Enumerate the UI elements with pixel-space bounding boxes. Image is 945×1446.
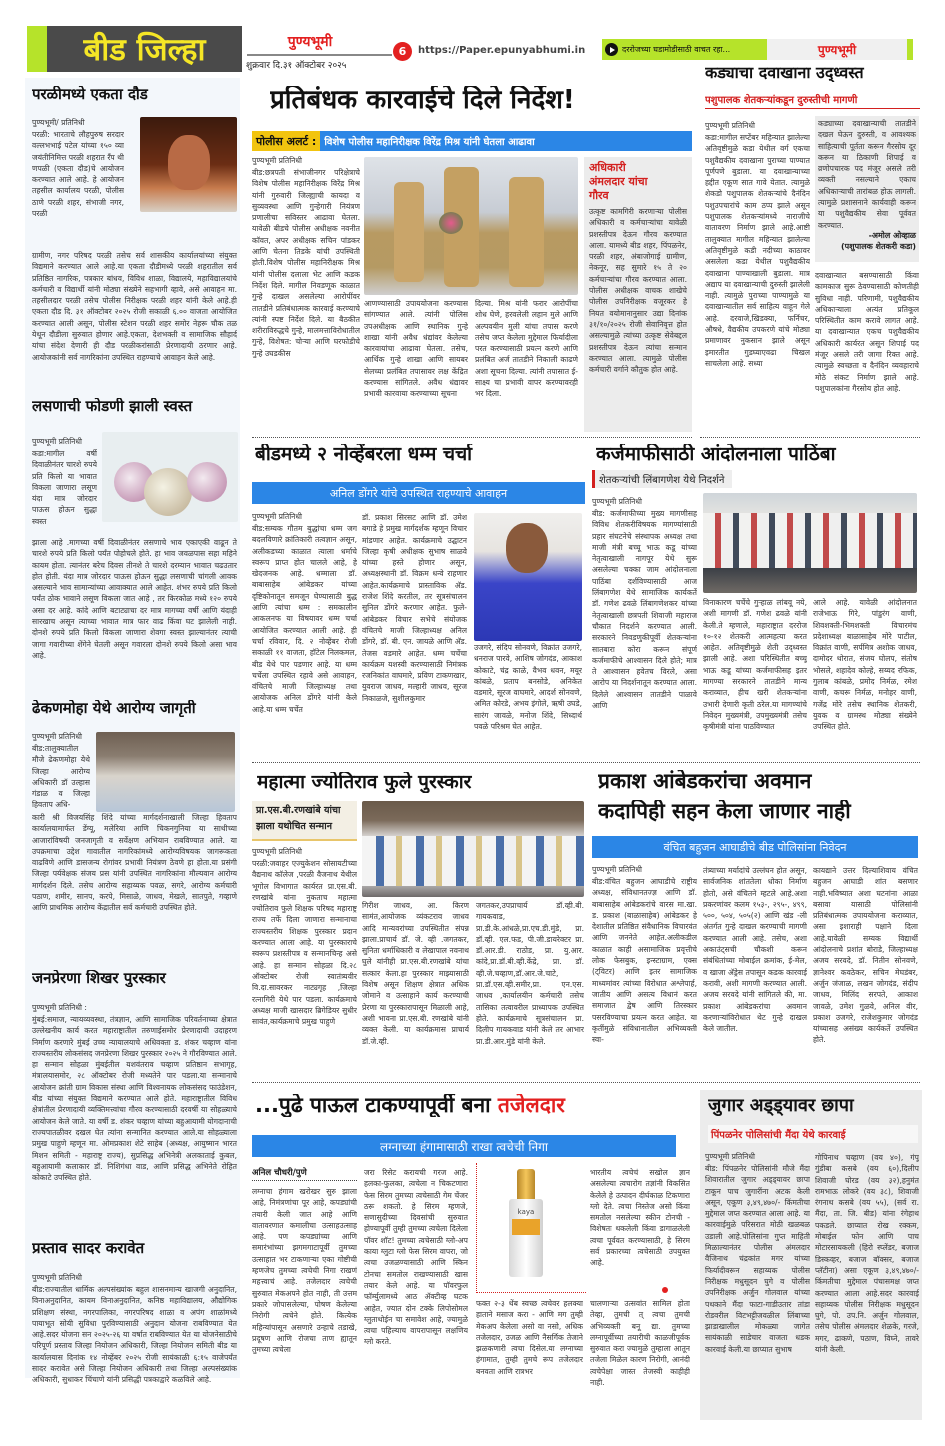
parli-byline: पुण्यभूमी/ प्रतिनिधी xyxy=(32,118,85,127)
dhamma-byline: पुण्यभूमी प्रतिनिधी xyxy=(252,512,303,521)
divider-mid xyxy=(252,762,920,763)
tajeldar-headline-prefix: ...पुढे पाऊल टाकण्यापूर्वी बना xyxy=(255,1094,491,1117)
jugar-subhead: पिंपळनेर पोलिसांची मैंदा येथे कारवाई xyxy=(708,1125,918,1143)
jugar-col1: बीड: पिंपळनेर पोलिसांनी मौजे मैंदा शिवारातील जुगार अड्ड्यावर छापा टाकून पाच जुगारींना अटक केली असून, एकूण ३,४९,४७०/- किंमतीचा मुद्देमाल जप्त करण्यात आला आहे. या कारवाईमुळे परिसरात मोठी खळबळ उडाली आहे.पोलिसांना गुप्त माहिती मिळाल्यानंतर पोलीस अंमलदार वैजिनाथ चंद्रकांत मगर यांच्या फिर्यादीवरून सहाय्यक पोलीस निरीक्षक मधुसूदन घुगे व पोलीस उपनिरीक्षक अर्जुन गोलवाल यांच्या पथकाने मैंदा फाटा-गाडीउतार तांडा रोडवरील विटभट्टीजवळील लिंबाच्या झाडाखालील मोकळ्या जागेत सायंकाळी साडेचार वाजता धडक कारवाई केली.या छाप्यात सुभाष xyxy=(705,1164,810,1354)
logo-box xyxy=(767,39,907,60)
patel-photo xyxy=(140,117,237,212)
serum-brand: kaya xyxy=(517,1208,535,1216)
lead-headline: प्रतिबंधक कारवाईचे दिले निर्देश! xyxy=(270,86,575,115)
phule-col3: जगतकर,उपप्राचार्य डॉ.व्ही.बी. गायकवाड, प्रा.डी.के.आंधळे,प्रा.एच.डी.मुंडे, प्रा. डॉ.व्ही. एल.फड, पी.जी.डायरेक्टर प्रा. डॉ.आर.डी. राठोड, प्रा. यु.आर. कांदे,प्रा.डॉ.बी.व्ही.केंद्रे, प्रा. डॉ. व्ही.जे.चव्हाण,डॉ.आर.जे.चाटे, प्रा.डॉ.एस.व्ही.समीर,प्रा. एन.एस. जाधव ,कार्यालयीन कर्मचारी तसेच तासिका तत्वावरील प्राध्यापक उपस्थित होते. कार्यक्रमाचे सूत्रसंचालन प्रा. दिलीप गायकवाड यांनी केले तर आभार प्रा.डी.आर.मुंडे यांनी केले. xyxy=(476,901,584,1046)
ambedkar-col1: बीड:वंचित बहुजन आघाडीचे राष्ट्रीय अध्यक्ष, संविधानतज्ज्ञ आणि डॉ. बाबासाहेब आंबेडकरांचे वारस मा.खा. ड. प्रकाश (बाळासाहेब) आंबेडकर हे देशातील प्रतिष्ठित संवैधानिक विचारवंत आणि जननेते आहेत.अलीकडील काळात काही असामाजिक प्रवृत्तीचे लोक फेसबुक, इन्स्टाग्राम, एक्स (ट्विटर) आणि इतर सामाजिक माध्यमांवर त्यांच्या विरोधात अश्लेपार्ह, जातीय आणि असत्य विधानं करत समाजात द्वेष आणि तिरस्कार पसरविण्याचा प्रयत्न करत आहेत. या कृतींमुळे संविधानातील अभिव्यक्ती स्वा- xyxy=(592,877,697,1045)
award-photo xyxy=(362,801,584,897)
kada-quote-box xyxy=(815,116,919,262)
tajeldar-subhead-text: लग्नाच्या हंगामासाठी राखा त्वचेची निगा xyxy=(380,1139,548,1154)
tajeldar-col4-top: भारतीय त्वचेचं सखोल ज्ञान असलेल्या त्वचारोग तज्ञांनी विकसित केलेले हे उत्पादन दीर्घकाळ टिकणारा ग्लो देते. त्वचा निस्तेज असो किंवा समतोल नसलेल्या स्कीन टोनची - विशेषतः थकलेली किंवा डागाळलेली त्वचा पूर्ववत करण्यासाठी, हे सिरम सर्व प्रकारच्या त्वचेसाठी उपयुक्त आहे. xyxy=(590,1168,690,1268)
phule-headline: महात्मा ज्योतिराव फुले पुरस्कार xyxy=(257,772,472,793)
kada-byline: पुण्यभूमी प्रतिनिधी xyxy=(705,121,756,130)
logo-right: पुण्यभूमी xyxy=(817,43,857,57)
ambedkar-subhead-text: वंचित बहुजन आघाडीचे बीड पोलिसांना निवेदन xyxy=(663,840,847,854)
play-icon xyxy=(605,43,618,56)
tajeldar-headline-accent: तजेलदार xyxy=(497,1094,565,1117)
prastav-body: बीड:राज्यातील धार्मिक अल्पसंख्यांक बहुल शासनमान्य खाजगी अनुदानित, विनाअनुदानित, कायम विनाअनुदानित, कनिष्ठ महाविद्यालय, औद्योगिक प्रशिक्षण संस्था, नगरपालिका, नगरपरिषद शाळा व अपंग शाळांमध्ये पायाभूत सोयी सुविधा पुरविण्यासाठी अनुदान योजना राबविण्यात येत आहे.सदर योजना सन २०२५-२६ या वर्षात राबविण्यात येत या योजनेसाठीचे परिपूर्ण प्रस्ताव जिल्हा नियोजन अधिकारी, जिल्हा नियोजन समिती बीड या कार्यालयास दिनांक १४ नोव्हेंबर २०२५ रोजी सायंकाळी ६:१५ वाजेपर्यंत सादर करावेत असे जिल्हा नियोजन अधिकारी तथा जिल्हा अल्पसंख्यांक अधिकारी, सुधाकर चिंचाणे यांनी प्रसिद्धी पत्रकाद्वारे कळविले आहे. xyxy=(32,1285,237,1385)
dhamma-subhead xyxy=(252,482,585,504)
police-photo xyxy=(364,157,578,295)
karjmafi-subhead-text: शेतकऱ्यांची लिंबागणेश येथे निदर्शने xyxy=(599,475,725,486)
janprerna-byline: पुण्यभूमी प्रतिनिधी : xyxy=(32,1003,87,1012)
garlic-headline: लसणाची फोडणी झाली स्वस्त xyxy=(32,398,193,415)
section-title: बीड जिल्हा xyxy=(83,32,206,68)
protest-photo xyxy=(703,493,917,593)
phule-col1: परळी:जवाहर एज्युकेशन सोसायटीच्या वैद्यनाथ कॉलेज ,परळी वैजनाथ येथील भूगोल विभागात कार्यरत प्रा.एस.बी. रणखांबे यांना नुकताच महात्मा ज्योतिराव फुले शिक्षक परिषद महाराष्ट्र राज्य तर्फे दिला जाणारा सन्मानाचा राज्यस्तरीय शिक्षक पुरस्कार प्रदान करण्यात आला आहे. या पुरस्काराचे स्वरूप प्रशस्तीपत्र व सन्मानचिन्ह असे आहे. हा सन्मान सोहळा दि.२८ ऑक्टोबर रोजी स्वातंत्र्यवीर वि.दा.सावरकर नाट्यगृह ,जिल्हा रत्नागिरी येथे पार पडला. कार्यक्रमाचे अध्यक्ष माजी खासदार ब्रिगेडियर सुधीर सावंत,कार्यक्रमाचे प्रमुख पाहुणे xyxy=(252,859,357,1027)
kada-headline: कड्याचा दवाखाना उद्ध्वस्त xyxy=(705,64,864,82)
dhamma-subhead-text: अनिल डोंगरे यांचे उपस्थित राहण्याचे आवाहन xyxy=(329,486,508,500)
ambedkar-col2: तंत्र्याच्या मर्यादांचे उल्लंघन होत असून, सार्वजनिक शांततेला धोका निर्माण होतो, असे वंचितने म्हटले आहे.अशा प्रकरणांवर कलम १५३-, २९५-, ४९९, ५००, ५०४, ५०५(२) आणि खंड -ली अंतर्गत गुन्हे दाखल करण्याची मागणी करण्यात आली आहे. तसेच, अशा अकाउंट्सची चौकशी करून संबंधितांच्या मोबाईल क्रमांक, ई-मेल, व खाजा अ‍ॅड्रेस तपासून कडक कारवाई करावी, अशी मागणी करण्यात आली. अजय सरवदे यांनी सांगितले की, मा. प्रकाश आंबेडकरांचा अवमान करणाऱ्यांविरोधात थेट गुन्हे दाखल केले जातील. xyxy=(703,866,807,1034)
jugar-headline: जुगार अड्ड्यावर छापा xyxy=(708,1096,854,1116)
karjmafi-col3: आले आहे. यावेळी आंदोलनात राजेभाऊ गिरे, पांडुरंग वाणी, शिवशक्ती-भिमशक्ती विचारमंच प्रदेशाध्यक्ष बाळासाहेब मोरे पाटील, विक्रांत वाणी, सर्पमित्र अशोक जाधव, दामोदर थोरात, संजय घोलप, संतोष भोसले, शहादेव कोल्हे, सय्यद रफिक, गुलाब कांबळे, प्रमोद निर्मळ, रमेश वाणी, कचरू निर्मळ, मनोहर वाणी, गजेंद्र मोरे तसेच स्थानिक शेतकरी, युवक व ग्रामस्थ मोठ्या संख्येने उपस्थित होते. xyxy=(813,598,917,732)
janprerna-headline: जनप्रेरणा शिखर पुरस्कार xyxy=(32,970,166,987)
phule-subhead-line1: प्रा.एस.बी.रणखांबे यांचा xyxy=(256,805,341,816)
site-url[interactable]: https://Paper.epunyabhumi.in xyxy=(418,45,586,56)
tajeldar-col2: जरा रिसेट करायची गरज आहे. हलका-फुलका, त्वचेला न चिकटणारा फेस सिरम तुमच्या त्वचेसाठी गेम चेंजर ठरू शकतो. हे सिरम म्हणजे, सणासुदीच्या दिवसांची सुरुवात होण्यापूर्वी तुम्ही तुमच्या त्वचेला दिलेला पॉवर शॉट! तुमच्या त्वचेसाठी ग्लो-अप काया ग्लुटा ग्लो फेस सिरम वापरा, जो त्वचा उजळण्यासाठी आणि स्किन टोनचा समतोल राखण्यासाठी खास तयार केले आहे. या पॉवरफुल फॉर्म्युलामध्ये आठ ॲक्टीव्ह घटक आहेत, ज्यात दोन टक्के लिपोसोमल ग्लुताथोईन चा समावेश आहे, ज्यामुळे त्वचा पहिल्याच वापरापासून लक्षणिय ग्लो करते. xyxy=(364,1168,468,1347)
ticker-text: दररोजच्या घडामोडीसाठी वाचत रहा... xyxy=(622,45,731,54)
kada-col2: दवाखान्यात बसण्यासाठी किंवा कामकाज सुरू ठेवण्यासाठी कोणतीही सुविधा नाही. परिणामी, पशुवैद्यकीय अधिकाऱ्याला अत्यंत प्रतिकूल परिस्थितीत काम करावे लागत आहे. या दवाखान्यात एकच पशुवैद्यकीय अधिकारी कार्यरत असून शिपाई पद मंजूर असले तरी जागा रिक्त आहे. त्यामुळे स्वच्छता व दैनंदिन व्यवहाराचे मोठे संकट निर्माण झाले आहे. पशुपालकांना गैरसोय होत आहे. xyxy=(815,271,919,393)
kada-col1: कडा:मागील सप्टेंबर महिन्यात झालेल्या अतिवृष्टीमुळे कडा येथील वर्ग एकचा पशुवैद्यकीय दवाखाना पुराच्या पाण्यात पूर्णपणे बुडाला. या दवाखान्याच्या हद्दीत एकूण सात गावे येतात. त्यामुळे शेकडो पशुपालक शेतकऱ्यांचे दैनंदिन पशुउपचारांचे काम ठप्प झाले असून पशुपालक शेतकऱ्यांमध्ये नाराजीचे वातावरण निर्माण झाले आहे.आष्टी तालुक्यात मागील महिन्यात झालेल्या अतिवृष्टीमुळे कडी नदीच्या काठावर असलेला कडा येथील पशुवैद्यकीय दवाखाना पाण्याखाली बुडाला. मात्र अद्याप या दवाखान्याची दुरुस्ती झालेली नाही. त्यामुळे पुराच्या पाण्यामुळे या दवाखान्यातील सर्व साहित्य वाहून गेले आहे. दरवाजे,खिडक्या, फर्निचर, औषधे, वैद्यकीय उपकरणे यांचे मोठ्या प्रमाणावर नुकसान झाले असून इमारतीत गुडघ्याएवढा चिखल साचलेला आहे. सध्या xyxy=(705,133,810,368)
parli-body-top: परळी: भारताचे लौहपुरुष सरदार वल्लभभाई पटेल यांच्या १५० व्या जयंतीनिमित्त परळी शहरात रँप थी णपळी (एकता दौड)चे आयोजन करण्यात आले आहे. हे आयोजन तहसील कार्यालय परळी, पोलीस ठाणे परळी शहर, संभाजी नगर, परळी xyxy=(32,130,124,219)
ambedkar-headline-2: कदापिही सहन केला जाणार नाही xyxy=(598,800,851,823)
sidebar-body: उत्कृष्ट कामगिरी करणाऱ्या पोलीस अधिकारी व कर्मचाऱ्यांचा यावेळी प्रशस्तीपत्र देऊन गौरव करण्यात आला. यामध्ये बीड शहर, पिंपळनेर, परळी शहर, अंबाजोगाई ग्रामीण, नेकनूर, सह सुमारे १५ ते २० कर्मचाऱ्यांचा गौरव करण्यात आला. पोलीस अधीक्षक वाचक शाखेचे पोलीस उपनिरीक्षक वजूरकर हे नियत वयोमानानुसार उद्या दिनांक ३१/१०/२०२५ रोजी सेवानिवृत्त होत असल्यामुळे त्यांच्या उत्कृष्ट सेवेबद्दल प्रशस्तीपत्र देऊन त्यांचा सन्मान करण्यात आला. त्यामुळे पोलीस कर्मचारी वर्गाने कौतुक होत आहे. xyxy=(589,207,687,375)
karjmafi-subhead xyxy=(592,470,732,488)
garlic-body-top: कडा:मागील वर्षी दिवाळीनंतर चारशे रुपये प्रति किलो या भावात विकला जाणारा लसूण यंदा मात्र जोरदार पाऊस होऊन सुद्धा स्वस्त xyxy=(32,449,97,526)
paper-name: पुण्यभूमी xyxy=(287,34,333,50)
kicker-text: विशेष पोलीस महानिरीक्षक विरेंद्र मिश्र यांनी घेतला आढावा xyxy=(320,131,692,151)
dhekanmoha-byline: पुण्यभूमी प्रतिनिधी xyxy=(32,732,83,741)
tajeldar-subhead xyxy=(252,1135,676,1157)
divider-kada xyxy=(700,437,920,438)
karjmafi-byline: पुण्यभूमी प्रतिनिधी xyxy=(592,497,643,506)
dhekanmoha-body-bottom: कारी श्री विजयसिंह शिंदे यांच्या मार्गदर्शनाखाली जिल्हा हिवताप कार्यालयामार्फत डेंग्यू, मलेरिया आणि चिकनगुनिया या साथीच्या आजारांविषयी जनजागृती व सर्वेक्षण अभियान राबविण्यात आले. या उपक्रमाचा उद्देश गावातील नागरिकांमध्ये आरोग्यविषयक जागरूकता वाढविणे आणि डासजन्य रोगांवर प्रभावी नियंत्रण ठेवणे हा होता.या प्रसंगी जिल्हा पर्यवेक्षक संजय प्रस यांनी उपस्थित नागरिकांना मौल्यवान आरोग्य मार्गदर्शन दिले. तसेच आरोग्य सहाय्यक पवळ, सगरे, आरोग्य कर्मचारी पठाण, शमीर, सानप, करपे, मिसाळे, जाधव, मेखले, सातपुते, गव्हाणे आणि प्राथमिक आरोग्य केंद्रातील सर्व कर्मचारी उपस्थित होते. xyxy=(32,813,237,913)
dhekanmoha-headline: ढेकणमोहा येथे आरोग्य जागृती xyxy=(32,700,196,717)
parli-body-bottom: ग्रामीण, नगर परिषद परळी तसेच सर्व शासकीय कार्यालयांच्या संयुक्त विद्यमाने करण्यात आले आहे.या एकता दौडीमध्ये परळी शहरातील सर्व प्रतिष्ठित नागरिक, पत्रकार बांधव, विविध शाळा, विद्यालये, महाविद्यालयांचे कर्मचारी व विद्यार्थी यांनी मोठ्या संख्येने सहभागी व्हावे, असे आवाहन मा. तहसीलदार परळी तसेच पोलीस निरीक्षक परळी शहर यांनी केले आहे.ही एकता दौड दि. ३१ ऑक्टोबर २०२५ रोजी सकाळी ६.०० वाजता आयोजित करण्यात आली असून, पोलीस स्टेशन परळी शहर समोर नेहरू चौक तळ येथून दौडीला सुरुवात होणार आहे.एकता, देशभक्ती व सामाजिक सौहार्द यांचा संदेश देणारी ही दौड परळीकरांसाठी प्रेरणादायी ठरणार आहे. आयोजकांनी सर्व नागरिकांना उपस्थित राहण्याचे आवाहन केले आहे. xyxy=(32,251,237,362)
garlic-photo xyxy=(102,432,238,522)
kicker-label: पोलीस अलर्ट : xyxy=(252,131,320,151)
karjmafi-headline: कर्जमाफीसाठी आंदोलनाला पाठिंबा xyxy=(596,444,836,465)
lead-sidebar xyxy=(584,157,692,432)
masthead-green-end xyxy=(907,39,913,60)
garlic-byline: पुण्यभूमी प्रतिनिधी xyxy=(32,437,83,446)
tajeldar-col1: लग्नाचा हंगाम खरोखर सुरु झाला आहे, निमंत्रणांचा पूर आहे, कपड्यांची तयारी केली जात आहे आणि वातावरणात कमालीचा उत्साहउत्साह आहे. पण कपड्यांच्या आणि समारंभांच्या झगमगाटापूर्वी तुमच्या उत्साहात भर टाकणाऱ्या एका गोष्टीची म्हणजेच तुमच्या त्वचेची निगा राखणं महत्त्वाचं आहे. तजेलदार त्वचेची सुरुवात मेकअपने होत नाही, ती उत्तम प्रकारे जोपासलेल्या, पोषण केलेल्या निरोगी त्वचेने होते. कित्येक महिन्यांपासून असणारे उन्हाचे तडाखे, प्रदूषण आणि रोजचा ताण ह्यातून तुमच्या त्वचेला xyxy=(252,1187,357,1355)
dongre-photo xyxy=(474,513,582,641)
janprerna-body: मुंबई:समाज, न्यायव्यवस्था, तंत्रज्ञान, आणि सामाजिक परिवर्तनाच्या क्षेत्रात उल्लेखनीय कार्य करत महाराष्ट्रातील तरुणाईसमोर प्रेरणादायी उदाहरण निर्माण करणारे मुंबई उच्च न्यायालयाचे अधिवक्ता ड. शंकर चव्हाण यांना राज्यस्तरीय लोकसंसद जनप्रेरणा शिखर पुरस्कार २०२५ ने गौरविण्यात आले. हा सन्मान सोहळा मुंबईतील यशवंतराव चव्हाण प्रतिष्ठान सभागृह, मंत्रालयासमोर, २८ ऑक्टोबर रोजी मध्यतेने पार पडला.या सन्मानाचे आयोजन क्रांती ग्राम विकास संस्था आणि विश्वनायक लोकसंसद फाउंडेशन, बीड यांच्या संयुक्त विद्यमाने करण्यात आले होते. महाराष्ट्रातील विविध क्षेत्रांतील प्रेरणादायी व्यक्तिमत्त्वांचा गौरव करण्यासाठी दरवर्षी या सोहळ्याचे आयोजन केले जाते. या वर्षी ड. शंकर चव्हाण यांच्या बहुआयामी योगदानाची राज्यपातळीवर दखल घेत त्यांना सन्मानित करण्यात आले.या सोहळ्याला प्रमुख पाहुणे म्हणून मा. ओमप्रकाश शेटे साहेब (अध्यक्ष, आयुष्मान भारत मिशन समिती - महाराष्ट्र राज्य), सुप्रसिद्ध अभिनेत्री अलकाताई कुबल, बहुआयामी कलाकार डॉ. निशिगंधा वाड, आणि प्रसिद्ध अभिनेते रोहित कोकाटे उपस्थित होते. xyxy=(32,1015,237,1183)
dhamma-col2: डॉ. प्रकाश सिरसट आणि डॉ. उमेश बगाडे हे प्रमुख मार्गदर्शक म्हणून विचार मांडणार आहेत. कार्यक्रमाचे उद्घाटन जिल्हा कृषी अधीक्षक सुभाष साळवे यांच्या हस्ते होणार असून, अध्यक्षस्थानी डॉ. विक्रम धन्वे राहणार आहेत.कार्यक्रमाचे प्रास्ताविक अ‍ॅड. राजेश शिंदे करतील, तर सूत्रसंचालन सुनिल डोंगरे करणार आहेत. फुले-आंबेडकर विचार सभेचे संयोजक वंचितचे माजी जिल्हाध्यक्ष अनिल डोंगरे, डॉ. बी. एन. जायळे आणि अ‍ॅड. तेजस वडमारे आहेत. धम्म चर्चेचा कार्यक्रम यशस्वी करण्यासाठी निमंत्रक रजनिकांत वाघमारे, प्रविण टाकणखार, युवराज जाधव, मल्हारी जाधव, सूरज निकाळजे, सुशीलकुमार xyxy=(362,513,467,703)
kada-quote: कड्याच्या दवाखान्याची तातडीने दखल घेऊन दुरुस्ती, व आवश्यक साहित्याची पूर्तता करून गैरसोय दूर करून या ठिकाणी शिपाई व व्रणोपचारक पद मंजूर असले तरी व्यक्ती नसल्याने एकाच अधिकाऱ्याची तारांबळ होऊ लागली. त्यामुळे प्रशासनाने कार्यवाही करून या पशुवैद्यकीय सेवा पूर्ववत करण्यात. xyxy=(818,119,916,230)
phule-byline: पुण्यभूमी प्रतिनिधी xyxy=(252,847,303,856)
masthead xyxy=(0,0,945,72)
ticker-bar[interactable] xyxy=(602,39,767,60)
ambedkar-byline: पुण्यभूमी प्रतिनिधी xyxy=(592,865,643,874)
kada-quote-author: -अमोल ओव्हाळ xyxy=(868,231,916,240)
page-number: 6 xyxy=(398,45,407,58)
tajeldar-col4-bottom: चालणाऱ्या उत्सवांत सामिल होता तेव्हा, तुमची त् त्वचा तुमची अभिव्यक्ती बनू द्या. तुमच्या लग्नापूर्वीच्या तयारीची काळजीपूर्वक सुरुवात करा ज्यामुळे तुम्हाला आतून तजेला मिळेल कारण निरोगी, आनंदी त्वचेपेक्षा जास्त तेजस्वी काहीही नाही. xyxy=(590,1299,690,1388)
ambedkar-subhead xyxy=(592,836,918,858)
karjmafi-col2: विनाकारण चर्चेचे गुऱ्हाळ लांबवू नये, अशी मागणी डॉ. गणेश ढवळे यांनी केली.ते म्हणाले, महाराष्ट्रात दररोज १०-१२ शेतकरी आत्महत्या करत आहेत. अतिवृष्टीमुळे शेती उद्ध्वस्त झाली आहे. अशा परिस्थितीत बच्चू भाऊ कडू यांच्या कर्जमाफीसह इतर मागण्या सरकारने तातडीने मान्य कराव्यात, हीच खरी शेतकऱ्यांना उभारी देणारी कृती ठरेल.या मागण्यांचे निवेदन मुख्यमंत्री, उपमुख्यमंत्री तसेच कृषीमंत्री यांना पाठविण्यात xyxy=(703,598,807,732)
dhamma-col1: बीड:सम्यक गौतम बुद्धांचा धम्म जग बदलविणारे क्रांतिकारी तत्वज्ञान असून, अलीकडच्या काळात त्याला धर्माचे स्वरूप प्राप्त होत चालले आहे, हे खेदजनक आहे. धम्माला डॉ. बाबासाहेब आंबेडकर यांच्या दृष्टिकोनातून समजून घेण्यासाठी बुद्ध आणि त्यांचा धम्म : समकालीन आकलनफ या विषयावर धम्म चर्चा आयोजित करण्यात आली आहे. ही चर्चा रविवार, दि. २ नोव्हेंबर रोजी सकाळी ११ वाजता, हॉटेल निलकमल, बीड येथे पार पडणार आहे. या धम्म चर्चेला उपस्थित रहावे असे आवाहन, वंचितचे माजी जिल्हाध्यक्ष तथा आयोजक अनिल डोंगरे यांनी केले आहे.या धम्म चर्चेत xyxy=(252,524,357,714)
date-line: शुक्रवार दि.३१ ऑक्टोबर २०२५ xyxy=(246,61,347,71)
garlic-body-bottom: झाला आहे .मागच्या वर्षी दिवाळीनंतर लसणाचे भाव एकाएकी वाढून ते चारशे रुपये प्रति किलो पर्यंत पोहोचले होते. हा भाव जवळपास सहा महिने कायम होता. त्यानंतर बरेच दिवस तीनशे ते चारशे दरम्यान भावात चढउतार होत होती. यंदा मात्र जोरदार पाऊस होऊन सुद्धा लसणाची चांगली आवक असल्याने भाव सामान्यांच्या आवाक्यात आले आहेत. शंभर रुपये प्रति किलो पर्यंत ठोक भावाने लसूण विकला जात आहे , तर किरकोळ मध्ये १२० रुपये असा दर आहे. कांदे आणि बटाट्याचा दर मात्र मागच्या वर्षी आणि यंदाही सारखाच असून त्याच्या भावात मात्र फार वाढ किंवा घट झालेली नाही. दोनशे रुपये प्रति किलो विकला जाणारा शेवगा स्वस्त झाल्यानंतर त्याची जागा गवारीच्या शेंगेने घेतली असून गवारला दोनशे रुपये किलो असा भाव आहे. xyxy=(32,538,237,660)
karjmafi-col1: बीड: कर्जमाफीच्या मुख्य मागणीसह विविध शेतकरीविषयक मागण्यांसाठी प्रहार संघटनेचे संस्थापक अध्यक्ष तथा माजी मंत्री बच्चू भाऊ कडू यांच्या नेतृत्वाखाली नागपूर येथे सुरू असलेल्या चक्का जाम आंदोलनाला पाठिंबा दर्शविण्यासाठी आज लिंबागणेश येथे सामाजिक कार्यकर्ते डॉ. गणेश ढवळे लिंबागणेशकर यांच्या नेतृत्वाखाली छत्रपती शिवाजी महाराज चौकात निदर्शने करण्यात आली. सरकारने निवडणुकीपूर्वी शेतकऱ्यांना सातबारा कोरा करून संपूर्ण कर्जमाफीचे आश्वासन दिले होते; मात्र ते आश्वासन हवेतच विरले, असा आरोप या निदर्शनातून करण्यात आला. दिलेले आश्वासन तातडीने पाळावे आणि xyxy=(592,509,697,711)
ambedkar-col3: कायद्याने उत्तर दिल्याशिवाय वंचित बहुजन आघाडी शांत बसणार नाही.भविष्यात अशा घटनांना आळा बसावा यासाठी पोलिसांनी प्रतिबंधात्मक उपाययोजना कराव्यात, असा इशाराही पक्षाने दिला आहे.यावेळी सम्यक विद्यार्थी आंदोलनाचे प्रशांत बोराडे, जिल्हाध्यक्ष अजय सरवदे, डॉ. नितीन सोनवणे, ज्ञानेश्वर कवठेकर, सचिन मेघडंबर, अर्जुन जंजाळ, लखन जोगदंड, संदीप जाधव, मिलिंद सरपते, आकाश जावळे, उमेश गुळवे, अनिल वीर, प्रकाश उजगरे, राजेशकुमार जोगदंड यांच्यासह असंख्य कार्यकर्ते उपस्थित होते. xyxy=(813,866,918,1045)
parli-headline: परळीमध्ये एकता दौड xyxy=(32,86,148,103)
jugar-byline: पुण्यभूमी प्रतिनिधी xyxy=(705,1152,756,1161)
divider-lower xyxy=(252,1082,920,1083)
masthead-green-bar xyxy=(27,26,47,72)
sidebar-title: अधिकारी अंमलदार यांचा गौरव xyxy=(589,161,648,202)
phule-subhead-line2: झाला यथोचित सन्मान xyxy=(256,821,332,832)
dhamma-headline: बीडमध्ये २ नोव्हेंबरला धम्म चर्चा xyxy=(255,444,473,465)
dhamma-col3: उजगरे, संदिप सोनवणे, विक्रांत उजगरे, धनराज पारवे, आशिष जोगदंड, आकाश कोकाटे, चंद्र काळे, वैभव धवन, मयूर कांबळे, प्रताप बनसोडे, अनिकेत वडमारे, सूरज वाघमारे, आदर्श सोनवणे, अमित कोरडे, अभय इंगोले, ऋषी उघडे, सारंग जावळे, मनोज शिंदे, सिध्दार्थ पवळे परिश्रम घेत आहेत. xyxy=(474,643,582,732)
tajeldar-author: अनिल चौधरी/पुणे xyxy=(252,1167,357,1181)
prastav-byline: पुण्यभूमी प्रतिनिधी xyxy=(32,1273,83,1282)
page-number-badge xyxy=(393,42,412,61)
lead-col1: बीड:छत्रपती संभाजीनगर परिक्षेत्राचे विशेष पोलीस महानिरीक्षक विरेंद्र मिश्र यांनी गुरुवारी जिल्ह्याची कायदा व सुव्यवस्था आणि गुन्हेगारी नियंत्रण प्रणालीचा सविस्तर आढावा घेतला. यावेळी बीडचे पोलीस अधीक्षक नवनीत कॉवत, अपर अधीक्षक सचिन पांडकर आणि चेतना तिडके यांची उपस्थिती होती.विशेष पोलीस महानिरीक्षक मिश्र यांनी पोलीस दलाला भेट आणि कडक निर्देश दिले. मागील निवडणूक काळात गुन्हे दाखल असलेल्या आरोपींवर तातडीने प्रतिबंधात्मक कारवाई करण्याचे त्यांनी स्पष्ट निर्देश दिले. या बैठकीत शरीराविरुद्धचे गुन्हे, मालमत्ताविरोधातील गुन्हे, विशेषत: चोऱ्या आणि घरफोडीचे गुन्हे उघडकीस xyxy=(252,168,360,358)
phule-col2: गिरीश जाधव, आ. किरण सामंत,आयोजक व्यंकटराव जाधव आदि मान्यवरांच्या उपस्थितीत संपन्न झाला.प्राचार्य डॉ. जे. व्ही .जगतकर, सुनिता धर्माधिकारी व लेखापाल नवनाथ घुले यांनीही प्रा.एस.बी.रणखांबे यांचा सत्कार केला.हा पुरस्कार माझ्यासाठी विशेष असून शिक्षण क्षेत्रात अधिक जोमाने व उत्साहाने कार्य करण्याची प्रेरणा या पुरस्कारापासून मिळाली आहे, अशी भावना प्रा.एस.बी. रणखांबे यांनी व्यक्त केली. या कार्यक्रमास प्राचार्य डॉ.जे.व्ही. xyxy=(362,901,469,1046)
lead-col3: दिल्या. मिश्र यांनी फरार आरोपींचा शोध घेणे, हरवलेली लहान मुले आणि अल्पवयीन मुली यांचा तपास करणे तसेच जप्त केलेला मुद्देमाल फिर्यादीला परत करण्यासाठी प्रयत्न करणे आणि प्रलंबित अर्ज तातडीने निकाली काढणे अशा सूचना दिल्या. त्यांनी तपासात ई-साक्ष्य चा प्रभावी वापर करण्यावरही भर दिला. xyxy=(475,299,578,399)
masthead-rule xyxy=(247,54,392,56)
lead-byline: पुण्यभूमी प्रतिनिधी xyxy=(252,156,303,165)
red-dot-marker xyxy=(662,1287,668,1293)
jugar-col2: गोपिनाथ चव्हाण (वय ४०), गंपू गुंडीबा कसबे (वय ६०),दिलीप शिवाजी घोरड (वय ३२),हनुमंत रामभाऊ लोकरे (वय ३८), शिवाजी रंगनाथ कसबे (वय ५५), (सर्व रा. मैंदा, ता. जि. बीड) यांना रंगेहाथ पकडले. छाप्यात रोख रक्कम, मोबाईल फोन आणि पाच मोटारसायकली (हिरो स्प्लेंडर, बजाज डिस्कव्हर, बजाज बॉक्सर, बजाज प्लॅटीना) असा एकूण ३,४९,४७०/- किंमतीचा मुद्देमाल पंचासमक्ष जप्त करण्यात आला आहे.सदर कारवाई सहाय्यक पोलीस निरीक्षक मधुसूदन घुगे, पो. उप.नि. अर्जुन गोलवाल, तसेच पोलीस अंमलदार शेळके, गरजे, मगर, ढाकणे, पठाण, विघ्ने, तावरे यांनी केली. xyxy=(815,1153,919,1355)
lead-col2: आणण्यासाठी उपाययोजना करण्यास सांगण्यात आले. त्यांनी पोलिस उपअधीक्षक आणि स्थानिक गुन्हे शाखा यांनी अवैध धंद्यांवर केलेल्या कारवायांचा आढावा घेतला. तसेच, आर्थिक गुन्हे शाखा आणि सायबर सेलच्या प्रलंबित तपासावर लक्ष केंद्रित करण्यास सांगितले. अवैध धंद्यावर प्रभावी कारवाया करण्याच्या सूचना xyxy=(364,299,468,399)
lead-kicker xyxy=(252,131,692,151)
dhekanmoha-body-top: बीड:तालुक्यातील मौजे ढेकणमोहा येथे जिल्हा आरोग्य अधिकारी डॉ उल्हास गंडाळ व जिल्हा हिवताप अधि- xyxy=(32,744,90,810)
tajeldar-col3: फक्त २-३ थेंब स्वच्छ त्वचेवर हलक्या हाताने मसाज करा - आणि मग तुम्ही मेकअप केलेला असो वा नसो, अधिक तजेलदार, उजळ आणि नैसर्गिक तेजाने झळकणारी त्वचा दिसेल.या लग्नाच्या हंगामात, तुम्ही तुमचे रूप तजेलदार बनवता आणि रात्रभर xyxy=(476,1299,583,1376)
divider-lead xyxy=(252,437,692,438)
serum-product xyxy=(476,1163,586,1293)
section-title-box xyxy=(47,26,242,72)
kada-quote-role: (पशुपालक शेतकरी कडा) xyxy=(840,242,916,251)
dhekanmoha-photo xyxy=(96,732,235,812)
ambedkar-headline-1: प्रकाश आंबेडकरांचा अवमान xyxy=(598,770,812,793)
kada-subhead: पशुपालक शेतकऱ्यांकडून दुरुस्तीची मागणी xyxy=(705,92,920,109)
phule-subhead xyxy=(252,801,357,841)
tajeldar-headline xyxy=(255,1094,675,1117)
prastav-headline: प्रस्ताव सादर करावेत xyxy=(32,1240,145,1257)
